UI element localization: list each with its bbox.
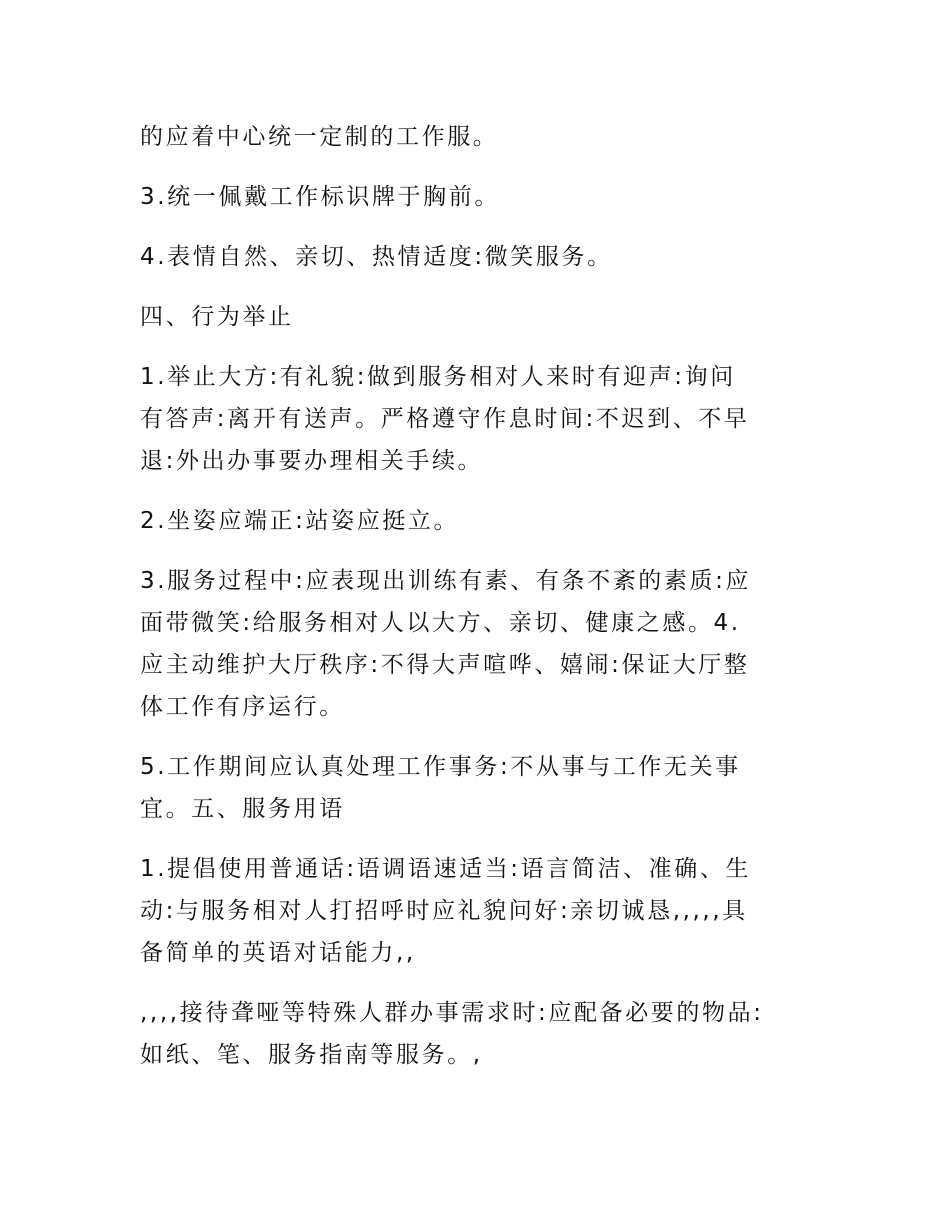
text-line: 面带微笑:给服务相对人以大方、亲切、健康之感。4.	[140, 610, 741, 636]
text-line: 5.工作期间应认真处理工作事务:不从事与工作无关事	[140, 754, 741, 780]
paragraph-badge	[140, 176, 810, 218]
paragraph-expression	[140, 236, 810, 278]
paragraph-uniform	[140, 116, 810, 158]
text-line: 2.坐姿应端正:站姿应挺立。	[140, 508, 460, 534]
text-line: 有答声:离开有送声。严格遵守作息时间:不迟到、不早	[140, 406, 750, 432]
paragraph-manners	[140, 356, 810, 482]
text-line: 3.统一佩戴工作标识牌于胸前。	[140, 184, 500, 210]
text-line: 动:与服务相对人打招呼时应礼貌问好:亲切诚恳,,,,,具	[140, 898, 748, 924]
document-page	[140, 116, 810, 1094]
section-heading-behavior	[140, 296, 810, 338]
paragraph-work-period	[140, 746, 810, 830]
text-line: 1.提倡使用普通话:语调语速适当:语言简洁、准确、生	[140, 856, 752, 882]
text-line: 如纸、笔、服务指南等服务。,	[140, 1042, 483, 1068]
text-line: ,,,,接待聋哑等特殊人群办事需求时:应配备必要的物品:	[140, 1000, 764, 1026]
paragraph-language	[140, 848, 810, 974]
paragraph-special-groups	[140, 992, 810, 1076]
text-line: 退:外出办事要办理相关手续。	[140, 448, 484, 474]
text-line: 1.举止大方:有礼貌:做到服务相对人来时有迎声:询问	[140, 364, 736, 390]
paragraph-posture	[140, 500, 810, 542]
text-line: 的应着中心统一定制的工作服。	[140, 124, 499, 150]
text-line: 4.表情自然、亲切、热情适度:微笑服务。	[140, 244, 613, 270]
text-line: 体工作有序运行。	[140, 694, 345, 720]
paragraph-service-process	[140, 560, 810, 728]
text-line: 备简单的英语对话能力,,	[140, 940, 416, 966]
text-line: 四、行为举止	[140, 304, 294, 330]
text-line: 3.服务过程中:应表现出训练有素、有条不紊的素质:应	[140, 568, 752, 594]
text-line: 宜。五、服务用语	[140, 796, 345, 822]
text-line: 应主动维护大厅秩序:不得大声喧哗、嬉闹:保证大厅整	[140, 652, 750, 678]
